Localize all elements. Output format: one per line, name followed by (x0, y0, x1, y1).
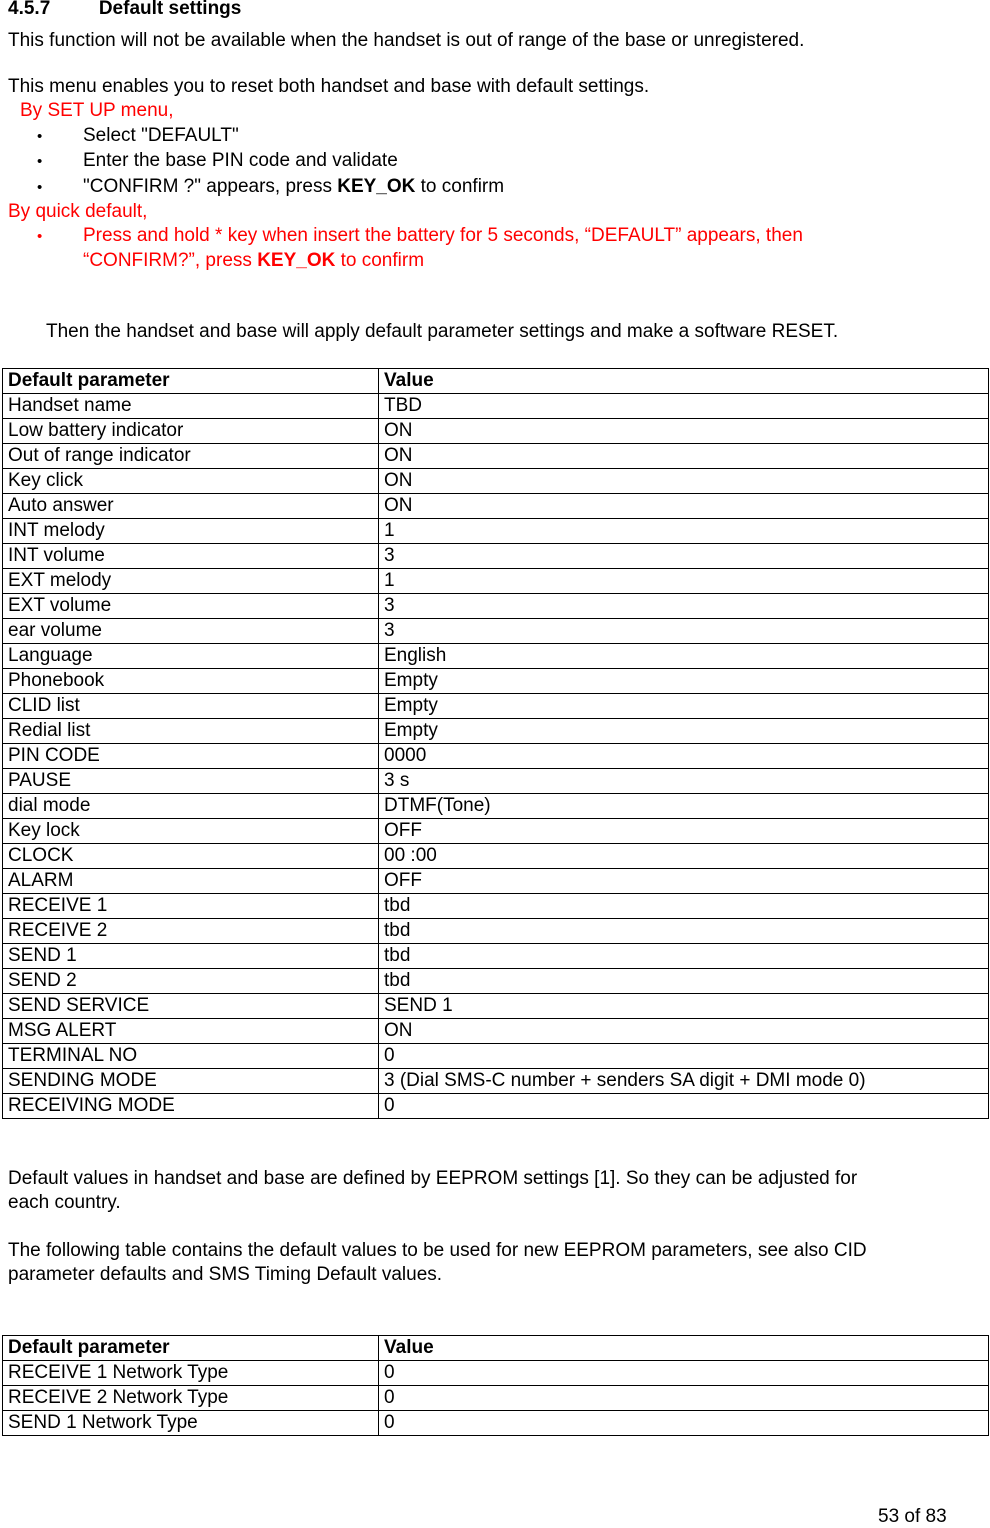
value-cell: DTMF(Tone) (379, 794, 989, 819)
quick-default-line-2 (83, 250, 424, 272)
value-cell: ON (379, 419, 989, 444)
parameter-cell: PIN CODE (3, 744, 379, 769)
value-cell: 1 (379, 519, 989, 544)
table-row (3, 869, 989, 894)
page-number: 53 of 83 (878, 1506, 947, 1527)
parameter-cell: CLOCK (3, 844, 379, 869)
bullet-icon: • (37, 128, 43, 145)
parameter-cell: SEND SERVICE (3, 994, 379, 1019)
value-cell: English (379, 644, 989, 669)
column-header-parameter: Default parameter (3, 1336, 379, 1361)
parameter-cell: Out of range indicator (3, 444, 379, 469)
table-row (3, 419, 989, 444)
value-cell: ON (379, 469, 989, 494)
value-cell: Empty (379, 669, 989, 694)
value-cell: OFF (379, 819, 989, 844)
value-cell: 3 s (379, 769, 989, 794)
setup-step-3 (83, 176, 504, 198)
table-row (3, 844, 989, 869)
table-row (3, 1044, 989, 1069)
setup-step-3-tail: to confirm (415, 176, 505, 197)
setup-menu-label: By SET UP menu, (20, 100, 174, 121)
parameter-cell: EXT melody (3, 569, 379, 594)
value-cell: 0 (379, 1094, 989, 1119)
quick-default-line-1: Press and hold * key when insert the battery for 5 seconds, “DEFAULT” appears, then (83, 225, 803, 246)
parameter-cell: Auto answer (3, 494, 379, 519)
table-row (3, 894, 989, 919)
parameter-cell: dial mode (3, 794, 379, 819)
parameter-cell: ear volume (3, 619, 379, 644)
table-row (3, 644, 989, 669)
value-cell: 3 (Dial SMS-C number + senders SA digit + DMI mode 0) (379, 1069, 989, 1094)
setup-step-2: Enter the base PIN code and validate (83, 150, 398, 171)
section-number: 4.5.7 (8, 0, 51, 19)
parameter-cell: SENDING MODE (3, 1069, 379, 1094)
value-cell: 0 (379, 1411, 989, 1436)
column-header-value: Value (379, 369, 989, 394)
availability-note: This function will not be available when the handset is out of range of the base or unregistered. (8, 30, 805, 51)
table-row (3, 1069, 989, 1094)
setup-step-1: Select "DEFAULT" (83, 125, 239, 146)
value-cell: 0 (379, 1361, 989, 1386)
value-cell: Empty (379, 694, 989, 719)
table-row (3, 469, 989, 494)
table-row (3, 1386, 989, 1411)
value-cell: tbd (379, 894, 989, 919)
parameter-cell: Language (3, 644, 379, 669)
parameter-cell: SEND 2 (3, 969, 379, 994)
parameter-cell: PAUSE (3, 769, 379, 794)
value-cell: Empty (379, 719, 989, 744)
parameter-cell: RECEIVING MODE (3, 1094, 379, 1119)
following-note-line-1: The following table contains the default values to be used for new EEPROM parameters, see also CID (8, 1240, 867, 1261)
table-row (3, 519, 989, 544)
value-cell: 3 (379, 619, 989, 644)
value-cell: OFF (379, 869, 989, 894)
table-row (3, 494, 989, 519)
parameter-cell: Phonebook (3, 669, 379, 694)
bullet-icon: • (37, 228, 43, 245)
parameter-cell: EXT volume (3, 594, 379, 619)
key-ok-label: KEY_OK (257, 250, 336, 271)
parameter-cell: MSG ALERT (3, 1019, 379, 1044)
reset-note: Then the handset and base will apply default parameter settings and make a software RESET. (46, 321, 839, 342)
bullet-icon: • (37, 179, 43, 196)
value-cell: tbd (379, 969, 989, 994)
table-row (3, 1411, 989, 1436)
value-cell: 0 (379, 1386, 989, 1411)
quick-default-label: By quick default, (8, 201, 148, 222)
section-title: Default settings (98, 0, 242, 19)
value-cell: 00 :00 (379, 844, 989, 869)
table-row (3, 769, 989, 794)
value-cell: ON (379, 1019, 989, 1044)
value-cell: ON (379, 494, 989, 519)
parameter-cell: RECEIVE 2 Network Type (3, 1386, 379, 1411)
parameter-cell: Redial list (3, 719, 379, 744)
table-row (3, 444, 989, 469)
quick-default-line-2-text: “CONFIRM?”, press (83, 250, 258, 271)
table-row (3, 1361, 989, 1386)
section-heading (8, 0, 241, 20)
table-row (3, 394, 989, 419)
table-row (3, 619, 989, 644)
value-cell: 1 (379, 569, 989, 594)
purpose-text: This menu enables you to reset both handset and base with default settings. (8, 76, 650, 97)
parameter-cell: Handset name (3, 394, 379, 419)
default-parameters-table (2, 368, 989, 1119)
quick-default-line-2-tail: to confirm (335, 250, 425, 271)
table-row (3, 594, 989, 619)
table-row (3, 669, 989, 694)
parameter-cell: INT volume (3, 544, 379, 569)
value-cell: tbd (379, 944, 989, 969)
bullet-icon: • (37, 153, 43, 170)
value-cell: 0000 (379, 744, 989, 769)
parameter-cell: Key lock (3, 819, 379, 844)
table-row (3, 1094, 989, 1119)
parameter-cell: ALARM (3, 869, 379, 894)
table-row (3, 794, 989, 819)
value-cell: tbd (379, 919, 989, 944)
parameter-cell: TERMINAL NO (3, 1044, 379, 1069)
eeprom-parameters-table (2, 1335, 989, 1436)
parameter-cell: Low battery indicator (3, 419, 379, 444)
eeprom-note-line-2: each country. (8, 1192, 121, 1213)
table-row (3, 819, 989, 844)
following-note-line-2: parameter defaults and SMS Timing Default values. (8, 1264, 443, 1285)
parameter-cell: RECEIVE 1 Network Type (3, 1361, 379, 1386)
value-cell: TBD (379, 394, 989, 419)
setup-step-3-text: "CONFIRM ?" appears, press (83, 176, 338, 197)
parameter-cell: RECEIVE 1 (3, 894, 379, 919)
parameter-cell: SEND 1 Network Type (3, 1411, 379, 1436)
table-row (3, 994, 989, 1019)
table-row (3, 919, 989, 944)
parameter-cell: CLID list (3, 694, 379, 719)
parameter-cell: RECEIVE 2 (3, 919, 379, 944)
table-header-row (3, 1336, 989, 1361)
value-cell: 3 (379, 594, 989, 619)
parameter-cell: Key click (3, 469, 379, 494)
key-ok-label: KEY_OK (337, 176, 416, 197)
eeprom-note-line-1: Default values in handset and base are defined by EEPROM settings [1]. So they can be adjusted for (8, 1168, 858, 1189)
value-cell: 3 (379, 544, 989, 569)
parameter-cell: SEND 1 (3, 944, 379, 969)
table-row (3, 544, 989, 569)
table-row (3, 719, 989, 744)
parameter-cell: INT melody (3, 519, 379, 544)
table-row (3, 969, 989, 994)
table-row (3, 744, 989, 769)
table-row (3, 569, 989, 594)
value-cell: SEND 1 (379, 994, 989, 1019)
column-header-parameter: Default parameter (3, 369, 379, 394)
value-cell: 0 (379, 1044, 989, 1069)
column-header-value: Value (379, 1336, 989, 1361)
table-header-row (3, 369, 989, 394)
value-cell: ON (379, 444, 989, 469)
table-row (3, 944, 989, 969)
table-row (3, 694, 989, 719)
table-row (3, 1019, 989, 1044)
